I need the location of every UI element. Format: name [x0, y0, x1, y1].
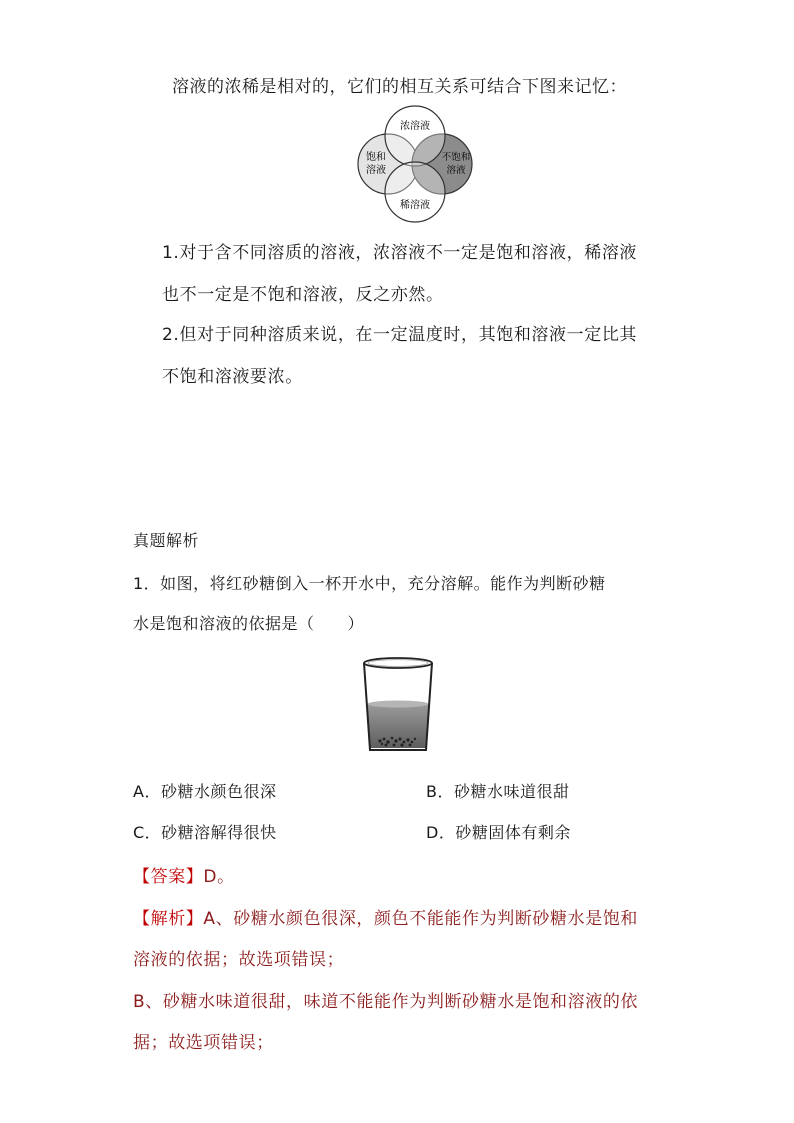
option-c: C．砂糖溶解得很快 — [133, 823, 277, 842]
intro-text: 溶液的浓稀是相对的，它们的相互关系可结合下图来记忆： — [172, 77, 627, 97]
point-2-line-1: 2.但对于同种溶质来说，在一定温度时，其饱和溶液一定比其 — [162, 325, 638, 345]
analysis-a-text: A、砂糖水颜色很深，颜色不能能作为判断砂糖水是饱和 — [203, 909, 639, 929]
answer-value: D。 — [203, 867, 235, 887]
beaker-illustration — [358, 655, 438, 755]
answer-line — [133, 862, 235, 887]
venn-label-right-1: 不饱和 — [441, 152, 471, 163]
point-1-line-2: 也不一定是不饱和溶液，反之亦然。 — [162, 285, 444, 305]
point-1-line-1: 1.对于含不同溶质的溶液，浓溶液不一定是饱和溶液，稀溶液 — [162, 243, 638, 263]
option-b: B．砂糖水味道很甜 — [426, 782, 570, 801]
venn-label-top: 浓溶液 — [400, 121, 430, 132]
sugar-water-liquid — [368, 704, 429, 748]
section-title: 真题解析 — [133, 531, 200, 550]
analysis-a-line-2: 溶液的依据；故选项错误； — [133, 950, 345, 970]
option-d: D．砂糖固体有剩余 — [426, 823, 571, 842]
analysis-a-line-1 — [133, 904, 638, 929]
question-line-2: 水是饱和溶液的依据是（ ） — [133, 614, 365, 633]
analysis-b-line-2: 据；故选项错误； — [133, 1033, 274, 1053]
option-a: A．砂糖水颜色很深 — [133, 782, 277, 801]
analysis-label: 【解析】 — [133, 909, 204, 929]
venn-label-left-1: 饱和 — [366, 152, 386, 163]
venn-label-right-2: 溶液 — [446, 165, 466, 176]
answer-label: 【答案】 — [133, 867, 204, 887]
question-line-1: 1．如图，将红砂糖倒入一杯开水中，充分溶解。能作为判断砂糖 — [133, 574, 606, 593]
venn-diagram — [350, 98, 480, 230]
venn-label-left-2: 溶液 — [366, 165, 386, 176]
venn-circle-bottom — [385, 162, 445, 222]
venn-label-bottom: 稀溶液 — [400, 200, 430, 211]
analysis-b-line-1: B、砂糖水味道很甜，味道不能能作为判断砂糖水是饱和溶液的依 — [133, 992, 639, 1012]
point-2-line-2: 不饱和溶液要浓。 — [162, 367, 303, 387]
venn-circle-top — [385, 106, 445, 166]
